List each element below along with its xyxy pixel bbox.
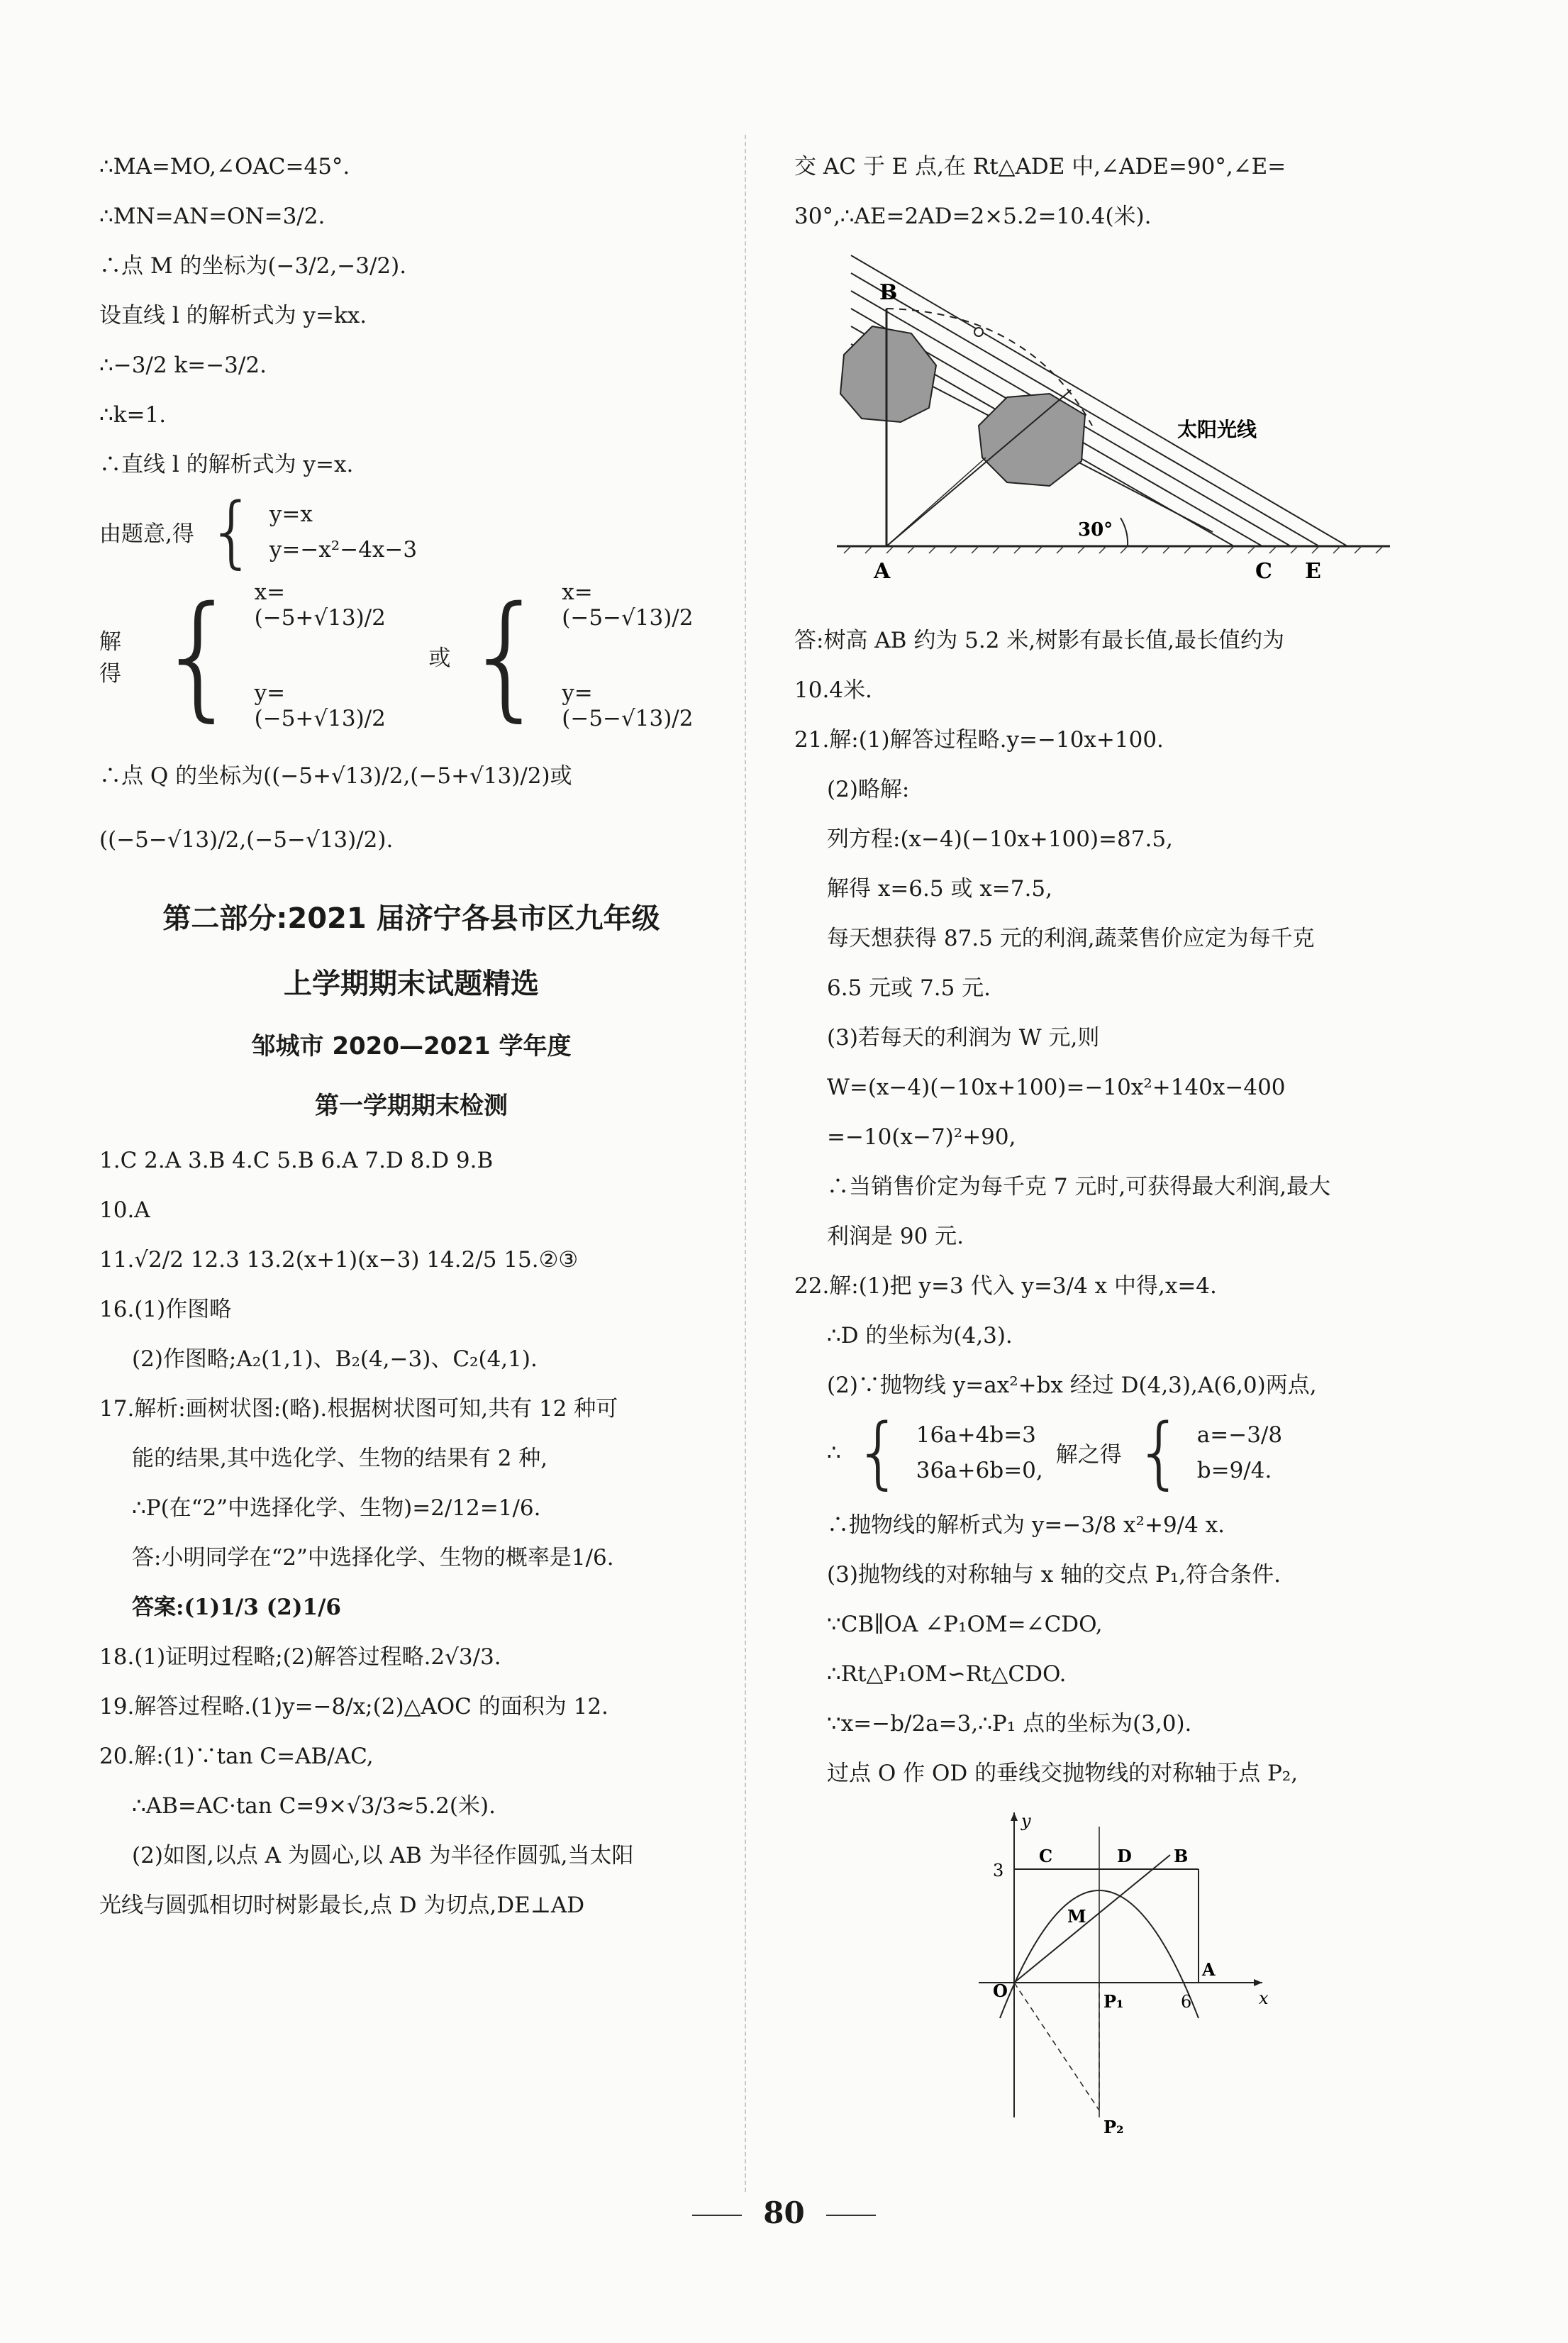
angle-arc xyxy=(1121,518,1128,546)
label-B: B xyxy=(1174,1846,1189,1866)
coefficient-system xyxy=(794,1407,1433,1497)
page-dash xyxy=(826,2215,876,2216)
system-prefix: ∴ xyxy=(827,1439,841,1466)
label-x: x xyxy=(1259,1988,1269,2008)
right-column xyxy=(794,142,1433,2151)
parabola-diagram xyxy=(964,1805,1291,2139)
subtitle: 邹城市 2020—2021 学年度 xyxy=(251,1032,572,1060)
text-line: ∴MA=MO,∠OAC=45°. xyxy=(99,154,350,179)
text-line: 列方程:(x−4)(−10x+100)=87.5, xyxy=(827,826,1173,852)
label-six: 6 xyxy=(1181,1992,1192,2012)
text-line: ∴抛物线的解析式为 y=−3/8 x²+9/4 x. xyxy=(827,1512,1225,1538)
text-line: ∴k=1. xyxy=(99,402,167,428)
tree-foliage-standing xyxy=(840,326,936,422)
label-C: C xyxy=(1255,559,1272,584)
answer-line: ∴AB=AC·tan C=9×√3/3≈5.2(米). xyxy=(132,1793,496,1819)
answer-line: 16.(1)作图略 xyxy=(99,1297,232,1322)
text-line: ∴直线 l 的解析式为 y=x. xyxy=(99,452,354,477)
text-line: ∴点 Q 的坐标为((−5+√13)/2,(−5+√13)/2)或 xyxy=(99,763,572,789)
left-column xyxy=(99,142,723,1930)
label-A: A xyxy=(1202,1959,1216,1980)
text-line: 答:树高 AB 约为 5.2 米,树影有最长值,最长值约为 xyxy=(794,628,1285,653)
label-E: E xyxy=(1305,559,1321,584)
system-row: y=x xyxy=(269,501,313,527)
tree-shadow-diagram xyxy=(794,248,1404,603)
text-line: 21.解:(1)解答过程略.y=−10x+100. xyxy=(794,727,1164,753)
answer-line: (2)如图,以点 A 为圆心,以 AB 为半径作圆弧,当太阳 xyxy=(132,1843,634,1868)
answer-line: 答:小明同学在“2”中选择化学、生物的概率是1/6. xyxy=(132,1545,614,1571)
text-line: 解得 x=6.5 或 x=7.5, xyxy=(827,876,1052,902)
text-line: (2)略解: xyxy=(827,777,910,802)
answer-line: 答案:(1)1/3 (2)1/6 xyxy=(132,1595,341,1620)
tangent-point xyxy=(974,328,983,336)
text-line: (3)若每天的利润为 W 元,则 xyxy=(827,1025,1100,1051)
radius-line xyxy=(886,458,986,546)
parabola-figure xyxy=(964,1805,1433,2144)
brace-icon: { xyxy=(155,577,242,734)
text-line: 交 AC 于 E 点,在 Rt△ADE 中,∠ADE=90°,∠E= xyxy=(794,154,1286,179)
answer-line: 1.C 2.A 3.B 4.C 5.B 6.A 7.D 8.D 9.B xyxy=(99,1148,494,1173)
column-divider xyxy=(745,135,746,2192)
text-line: ∴当销售价定为每千克 7 元时,可获得最大利润,最大 xyxy=(827,1174,1331,1200)
page-number-text: 80 xyxy=(763,2195,805,2230)
answer-line: (2)作图略;A₂(1,1)、B₂(4,−3)、C₂(4,1). xyxy=(132,1346,538,1372)
tree-shadow-figure xyxy=(794,248,1433,609)
text-line: ∴D 的坐标为(4,3). xyxy=(827,1323,1013,1348)
text-line: ∵CB∥OA ∠P₁OM=∠CDO, xyxy=(827,1612,1103,1637)
system-label: 由题意,得 xyxy=(99,521,194,547)
brace-icon: { xyxy=(206,486,257,577)
label-D: D xyxy=(1117,1846,1132,1866)
text-line: 利润是 90 元. xyxy=(827,1224,964,1249)
solution-system xyxy=(99,577,723,734)
text-line: (3)抛物线的对称轴与 x 轴的交点 P₁,符合条件. xyxy=(827,1562,1281,1588)
result-row: a=−3/8 xyxy=(1196,1422,1283,1448)
text-line: 设直线 l 的解析式为 y=kx. xyxy=(99,303,367,328)
answer-line: ∴P(在“2”中选择化学、生物)=2/12=1/6. xyxy=(132,1495,541,1521)
text-line: ∵x=−b/2a=3,∴P₁ 点的坐标为(3,0). xyxy=(827,1711,1192,1737)
result-row: b=9/4. xyxy=(1196,1457,1272,1483)
text-line: ((−5−√13)/2,(−5−√13)/2). xyxy=(99,827,394,853)
answer-line: 18.(1)证明过程略;(2)解答过程略.2√3/3. xyxy=(99,1644,501,1670)
label-P2: P₂ xyxy=(1103,2117,1124,2137)
label-B: B xyxy=(879,280,898,305)
text-line: 10.4米. xyxy=(794,677,872,703)
text-line: ∴Rt△P₁OM∽Rt△CDO. xyxy=(827,1661,1067,1687)
text-line: W=(x−4)(−10x+100)=−10x²+140x−400 xyxy=(827,1075,1286,1100)
label-three: 3 xyxy=(993,1861,1004,1881)
solution-row: x=(−5+√13)/2 xyxy=(254,580,386,631)
brace-icon: { xyxy=(463,577,550,734)
text-line: 过点 O 作 OD 的垂线交抛物线的对称轴于点 P₂, xyxy=(827,1761,1299,1786)
answer-line: 能的结果,其中选化学、生物的结果有 2 种, xyxy=(132,1446,548,1471)
section-title: 第二部分:2021 届济宁各县市区九年级 xyxy=(162,902,660,935)
tree-foliage-fallen xyxy=(979,394,1085,486)
answer-line: 17.解析:画树状图:(略).根据树状图可知,共有 12 种可 xyxy=(99,1396,618,1422)
page-dash xyxy=(692,2215,742,2216)
solve-label: 解得 xyxy=(99,629,121,687)
exam-title: 第一学期期末检测 xyxy=(315,1092,508,1120)
brace-icon: { xyxy=(853,1407,903,1497)
section-title: 上学期期末试题精选 xyxy=(284,968,539,1000)
text-line: 30°,∴AE=2AD=2×5.2=10.4(米). xyxy=(794,204,1152,229)
text-line: =−10(x−7)²+90, xyxy=(827,1124,1016,1150)
text-line: ∴点 M 的坐标为(−3/2,−3/2). xyxy=(99,253,407,279)
solution-row: y=(−5−√13)/2 xyxy=(562,680,694,731)
answer-line: 光线与圆弧相切时树影最长,点 D 为切点,DE⊥AD xyxy=(99,1893,585,1918)
answer-line: 19.解答过程略.(1)y=−8/x;(2)△AOC 的面积为 12. xyxy=(99,1694,608,1719)
answer-line: 11.√2/2 12.3 13.2(x+1)(x−3) 14.2/5 15.②③ xyxy=(99,1247,579,1273)
label-O: O xyxy=(993,1981,1008,2001)
solve-label: 解之得 xyxy=(1055,1442,1122,1468)
solution-row: x=(−5−√13)/2 xyxy=(562,580,694,631)
text-line: ∴−3/2 k=−3/2. xyxy=(99,353,267,378)
label-y: y xyxy=(1021,1811,1031,1831)
brace-icon: { xyxy=(1134,1407,1184,1497)
y-axis-arrow xyxy=(1011,1812,1018,1821)
system-row: y=−x²−4x−3 xyxy=(269,536,418,563)
solution-row: y=(−5+√13)/2 xyxy=(254,680,386,731)
text-line: 22.解:(1)把 y=3 代入 y=3/4 x 中得,x=4. xyxy=(794,1273,1217,1299)
answer-line: 10.A xyxy=(99,1197,150,1223)
answer-line: 20.解:(1)∵tan C=AB/AC, xyxy=(99,1744,374,1769)
line-op2 xyxy=(1014,1983,1099,2110)
or-label: 或 xyxy=(428,645,451,671)
text-line: ∴MN=AN=ON=3/2. xyxy=(99,204,326,229)
label-P1: P₁ xyxy=(1103,1991,1124,2012)
angle-label: 30° xyxy=(1078,519,1113,541)
sunlight-label: 太阳光线 xyxy=(1177,418,1257,441)
text-line: 每天想获得 87.5 元的利润,蔬菜售价应定为每千克 xyxy=(827,926,1315,951)
text-line: (2)∵抛物线 y=ax²+bx 经过 D(4,3),A(6,0)两点, xyxy=(827,1373,1317,1398)
text-line: 6.5 元或 7.5 元. xyxy=(827,975,991,1001)
label-M: M xyxy=(1067,1906,1086,1927)
x-axis-arrow xyxy=(1254,1979,1262,1986)
label-C: C xyxy=(1039,1846,1053,1866)
system-row: 16a+4b=3 xyxy=(916,1422,1036,1448)
label-A: A xyxy=(874,559,891,584)
equation-system xyxy=(99,486,723,577)
system-row: 36a+6b=0, xyxy=(916,1457,1043,1483)
page-number xyxy=(0,2195,1568,2230)
